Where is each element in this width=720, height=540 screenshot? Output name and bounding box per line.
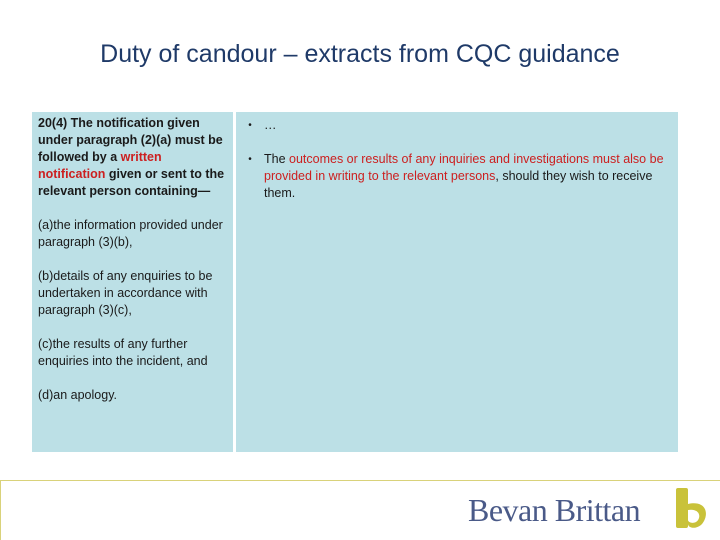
regulation-item-d: (d)an apology. — [38, 388, 117, 402]
guidance-bullet-2 — [236, 151, 666, 202]
intro-text-end: given or sent to the relevant person containing— — [38, 167, 225, 198]
company-logo-icon — [672, 486, 712, 530]
bullet-icon: • — [248, 120, 252, 131]
bullet-2-text — [264, 151, 666, 202]
guidance-text-panel — [236, 112, 678, 452]
regulation-text-panel — [32, 112, 233, 452]
regulation-intro — [38, 115, 229, 200]
bullet-icon: • — [248, 154, 252, 165]
regulation-item-a: (a)the information provided under paragraph (3)(b), — [38, 218, 223, 249]
guidance-bullet-1 — [236, 117, 666, 134]
bullet-2-emphasis: outcomes or results of any inquiries and investigations must also be provided in writing to the relevant persons — [264, 152, 664, 183]
bullet-2-post: , should they wish to receive them. — [264, 169, 653, 200]
regulation-item-b: (b)details of any enquiries to be undertaken in accordance with paragraph (3)(c), — [38, 269, 213, 317]
bullet-1-text: … — [264, 118, 277, 132]
intro-emphasis: written notification — [38, 150, 162, 181]
regulation-item-c: (c)the results of any further enquiries into the incident, and — [38, 337, 208, 368]
slide-title: Duty of candour – extracts from CQC guidance — [100, 40, 620, 68]
intro-text: 20(4) The notification given under paragraph (2)(a) must be followed by a — [38, 116, 223, 164]
bullet-2-pre: The — [264, 152, 290, 166]
company-logo-text: Bevan Brittan — [468, 492, 641, 528]
